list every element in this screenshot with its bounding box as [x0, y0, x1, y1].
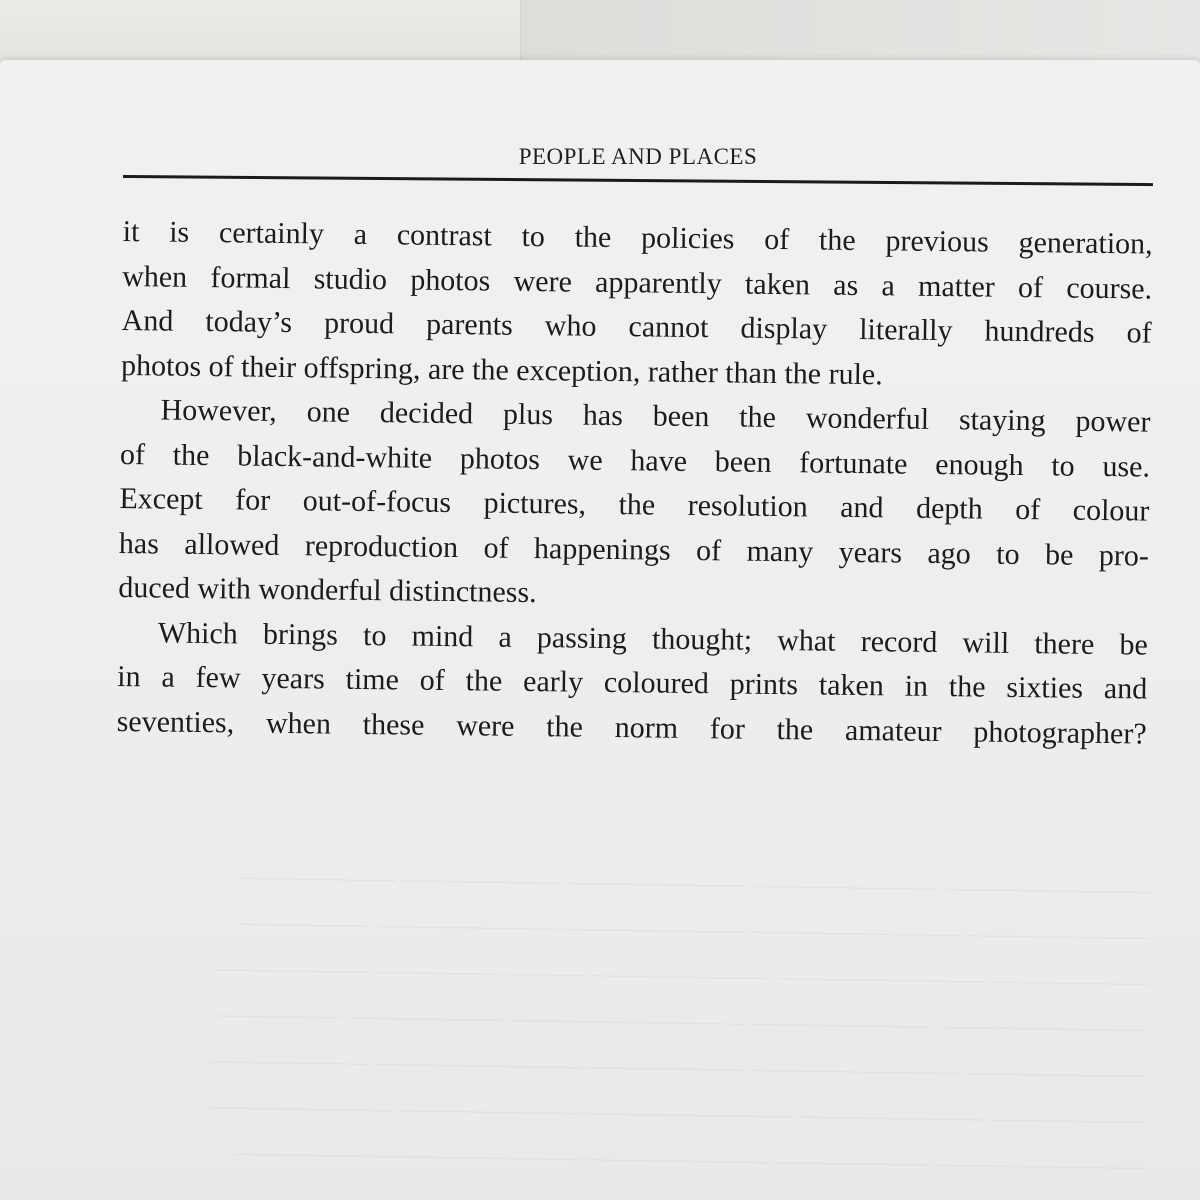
text-line: in a few years time of the early coloured prints taken in the sixties and	[117, 659, 1148, 706]
running-head: PEOPLE AND PLACES	[518, 144, 758, 169]
text-line: Which brings to mind a passing thought; what record will there be	[157, 615, 1148, 662]
text-line: seventies, when these were the norm for the amateur photographer?	[116, 704, 1147, 751]
reverse-side-showthrough	[165, 852, 1150, 1189]
text-line: And today’s proud parents who cannot display literally hundreds of	[121, 303, 1152, 350]
text-line: photos of their offspring, are the exception, rather than the rule.	[120, 348, 883, 391]
text-line: Except for out-of-focus pictures, the resolution and depth of colour	[119, 481, 1150, 528]
text-line: However, one decided plus has been the wonderful staying power	[160, 393, 1151, 439]
background-sheet	[0, 0, 521, 62]
text-line: has allowed reproduction of happenings of many years ago to be pro-	[118, 526, 1150, 573]
body-text	[116, 210, 1152, 757]
text-line: when formal studio photos were apparently taken as a matter of course.	[121, 259, 1153, 306]
text-line: duced with wonderful distinctness.	[118, 570, 537, 610]
text-line: of the black-and-white photos we have been fortunate enough to use.	[119, 437, 1151, 484]
text-line: it is certainly a contrast to the policies of the previous generation,	[122, 214, 1153, 261]
